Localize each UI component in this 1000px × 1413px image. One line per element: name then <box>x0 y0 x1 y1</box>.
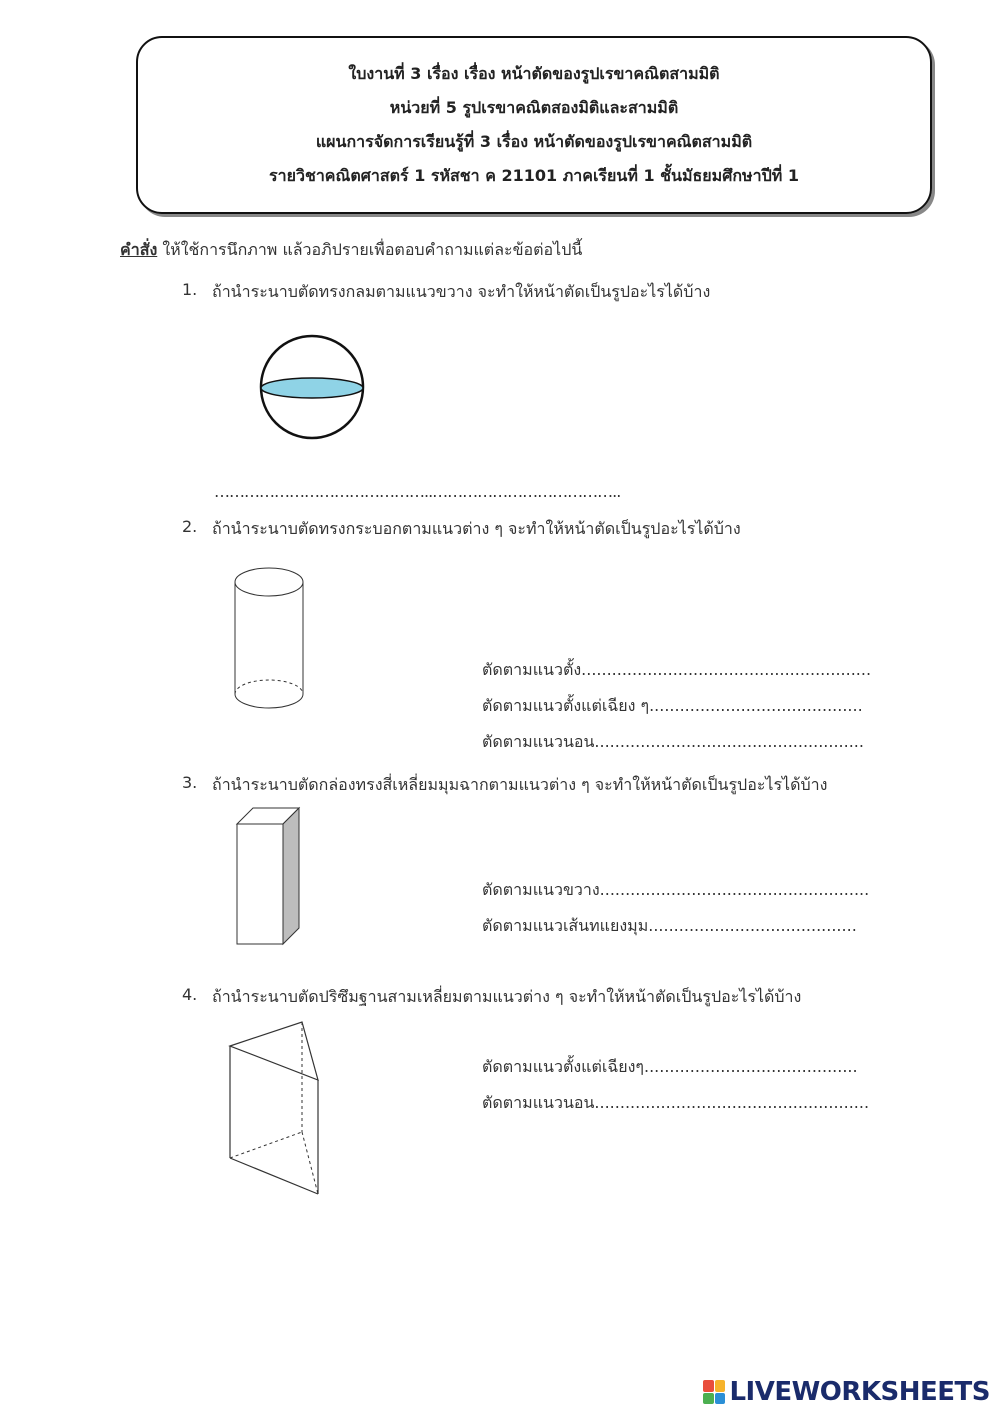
question-3-answer-diagonal[interactable]: ตัดตามแนวเส้นทแยงมุม......................................... <box>482 916 857 935</box>
question-3-number: 3. <box>182 773 198 792</box>
logo-text: LIVEWORKSHEETS <box>729 1377 990 1407</box>
question-3-text: ถ้านำระนาบตัดกล่องทรงสี่เหลี่ยมมุมฉากตามแนวต่าง ๆ จะทำให้หน้าตัดเป็นรูปอะไรได้บ้าง <box>212 775 828 794</box>
liveworksheets-logo <box>703 1377 990 1407</box>
question-2-number: 2. <box>182 517 198 536</box>
question-2-answer-vertical[interactable]: ตัดตามแนวตั้ง......................................................... <box>482 660 872 679</box>
unit-title: หน่วยที่ 5 รูปเรขาคณิตสองมิติและสามมิติ <box>389 98 679 117</box>
lesson-plan-title: แผนการจัดการเรียนรู้ที่ 3 เรื่อง หน้าตัดของรูปเรขาคณิตสามมิติ <box>315 132 753 151</box>
question-4-answer-oblique[interactable]: ตัดตามแนวตั้งแต่เฉียงๆ.......................................... <box>482 1057 858 1076</box>
question-3-answer-transverse[interactable]: ตัดตามแนวขวาง..................................................... <box>482 880 870 899</box>
question-1-number: 1. <box>182 280 198 299</box>
question-4-number: 4. <box>182 985 198 1004</box>
rectangular-box-figure <box>236 806 302 946</box>
instruction-label: คำสั่ง <box>120 240 158 259</box>
logo-mark-icon <box>703 1380 725 1404</box>
course-info: รายวิชาคณิตศาสตร์ 1 รหัสชา ค 21101 ภาคเรียนที่ 1 ชั้นมัธยมศึกษาปีที่ 1 <box>269 166 799 185</box>
question-2-answer-oblique[interactable]: ตัดตามแนวตั้งแต่เฉียง ๆ.......................................... <box>482 696 863 715</box>
sphere-figure <box>255 334 369 440</box>
question-1-answer-line[interactable]: ……………………………………..……………………………….. <box>214 482 621 501</box>
question-1-text: ถ้านำระนาบตัดทรงกลมตามแนวขวาง จะทำให้หน้าตัดเป็นรูปอะไรได้บ้าง <box>212 282 711 301</box>
question-2-text: ถ้านำระนาบตัดทรงกระบอกตามแนวต่าง ๆ จะทำให้หน้าตัดเป็นรูปอะไรได้บ้าง <box>212 519 741 538</box>
question-4-text: ถ้านำระนาบตัดปริซึมฐานสามเหลี่ยมตามแนวต่าง ๆ จะทำให้หน้าตัดเป็นรูปอะไรได้บ้าง <box>212 987 802 1006</box>
worksheet-title: ใบงานที่ 3 เรื่อง เรื่อง หน้าตัดของรูปเรขาคณิตสามมิติ <box>348 64 720 83</box>
triangular-prism-figure <box>226 1018 328 1196</box>
cylinder-figure <box>232 566 308 716</box>
instruction-text: ให้ใช้การนึกภาพ แล้วอภิปรายเพื่อตอบคำถามแต่ละข้อต่อไปนี้ <box>157 240 583 259</box>
question-2-answer-horizontal[interactable]: ตัดตามแนวนอน..................................................... <box>482 732 864 751</box>
question-4-answer-horizontal[interactable]: ตัดตามแนวนอน...................................................... <box>482 1093 870 1112</box>
instruction <box>120 238 582 263</box>
header-box <box>136 36 932 214</box>
